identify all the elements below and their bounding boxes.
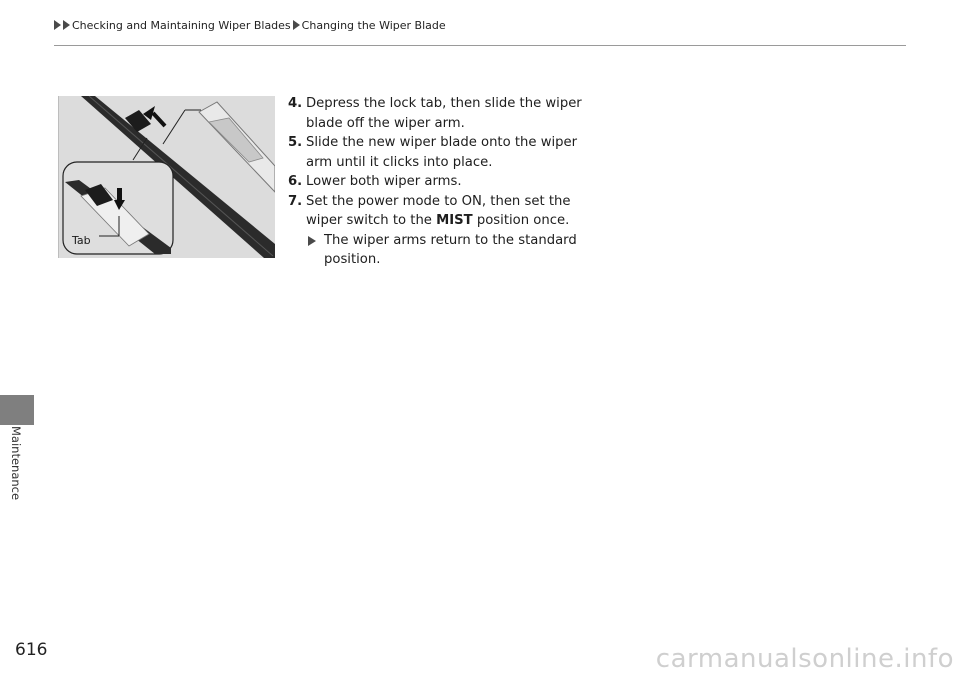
instruction-steps: [288, 94, 588, 270]
page-number: 616: [15, 640, 48, 660]
step-text: Depress the lock tab, then slide the wiper blade off the wiper arm.: [306, 96, 582, 131]
step-number: 6.: [288, 174, 303, 189]
header-rule: [54, 45, 906, 46]
breadcrumb-item-wiper-blades[interactable]: Checking and Maintaining Wiper Blades: [72, 19, 291, 32]
step-text-after: position once.: [476, 213, 570, 228]
step-item: [288, 172, 588, 192]
step-text: Set the power mode to ON, then set the wiper switch to the: [306, 193, 571, 228]
arrow-right-icon: [293, 20, 300, 30]
section-tab: [0, 395, 34, 425]
step-note-text: The wiper arms return to the standard position.: [324, 232, 577, 267]
step-item: [288, 133, 588, 172]
arrow-right-icon: [308, 236, 316, 246]
step-text: Slide the new wiper blade onto the wiper arm until it clicks into place.: [306, 135, 578, 170]
watermark: carmanualsonline.info: [655, 644, 954, 674]
mist-position-label: MIST: [436, 213, 473, 228]
breadcrumb: [54, 19, 448, 32]
arrow-right-icon: [63, 20, 70, 30]
step-number: 4.: [288, 96, 303, 111]
step-note: [288, 231, 588, 270]
tab-callout-label: Tab: [72, 234, 91, 247]
step-number: 7.: [288, 193, 303, 209]
step-item: [288, 192, 588, 231]
step-text: Lower both wiper arms.: [306, 174, 462, 189]
breadcrumb-item-changing-blade[interactable]: Changing the Wiper Blade: [301, 19, 446, 32]
section-label-text: Maintenance: [9, 426, 23, 501]
wiper-blade-drawing: [59, 96, 275, 258]
step-number: 5.: [288, 135, 303, 150]
section-label: [11, 426, 25, 510]
step-item: [288, 94, 588, 133]
arrow-right-icon: [54, 20, 61, 30]
